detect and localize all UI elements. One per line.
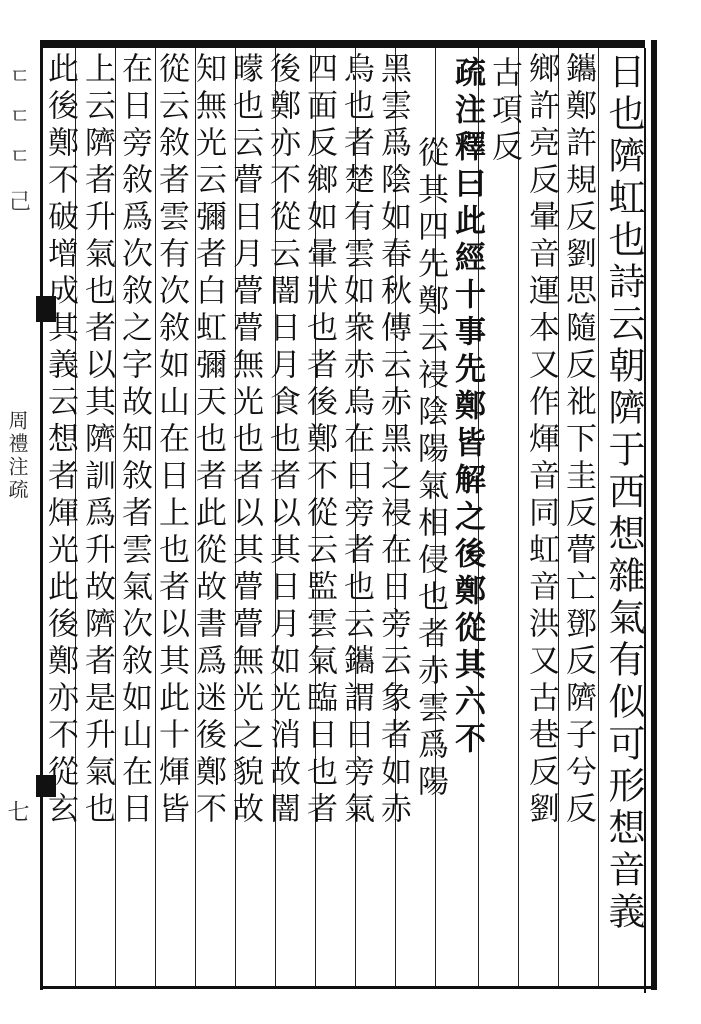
column-rule — [598, 48, 599, 986]
commentary-column: 從其四先鄭云祲陰陽氣相侵也者赤雲爲陽 — [412, 136, 448, 802]
frame-right — [651, 40, 657, 990]
commentary-column: 黑雲爲陰如春秋傳云赤黑之祲在日旁云象者如赤 — [375, 52, 411, 829]
commentary-column: 曚也云瞢日月瞢瞢無光也者以其瞢瞢無光之貌故 — [227, 52, 263, 829]
book-title-margin: 周禮注疏 — [5, 410, 29, 502]
commentary-column: 上云隮者升氣也者以其隮訓爲升故隮者是升氣也 — [79, 52, 115, 829]
edge-char: ㄷ — [9, 105, 31, 130]
commentary-column: 後鄭亦不從云闇日月食也者以其日月如光消故闇 — [264, 52, 300, 829]
frame-bottom — [40, 986, 657, 989]
page-number: 七 — [4, 800, 29, 822]
commentary-column: 烏也者楚有雲如衆赤烏在日旁者也云鑴謂日旁氣 — [338, 52, 374, 829]
commentary-column: 鄉許亮反暈音運本又作煇音同虹音洪又古巷反劉 — [523, 52, 559, 829]
commentary-column: 古項反 — [486, 56, 522, 167]
edge-char: 己 — [8, 190, 31, 215]
edge-char: ㄷ — [9, 65, 31, 90]
main-text-column: 日也隮虹也詩云朝隮于西想雜氣有似可形想音義 — [602, 52, 645, 934]
edge-char: ㄷ — [9, 145, 31, 170]
commentary-column: 疏注釋曰此經十事先鄭皆解之後鄭從其六不 — [449, 56, 485, 759]
column-rule — [518, 48, 519, 986]
commentary-column: 鑴鄭許規反劉思隨反䃾下圭反瞢亡鄧反隮子兮反 — [560, 52, 596, 829]
commentary-column: 在日旁敘爲次敘之字故知敘者雲氣次敘如山在日 — [116, 52, 152, 829]
frame-top — [40, 40, 645, 48]
commentary-column: 從云敘者雲有次敘如山在日上也者以其此十煇皆 — [153, 52, 189, 829]
commentary-column: 此後鄭不破增成其義云想者煇光此後鄭亦不從玄 — [42, 52, 78, 829]
commentary-column: 四面反鄉如暈狀也者後鄭不從云監雲氣臨日也者 — [301, 52, 337, 829]
left-edge-strip — [0, 40, 44, 990]
commentary-column: 知無光云彌者白虹彌天也者此從故書爲迷後鄭不 — [190, 52, 226, 829]
